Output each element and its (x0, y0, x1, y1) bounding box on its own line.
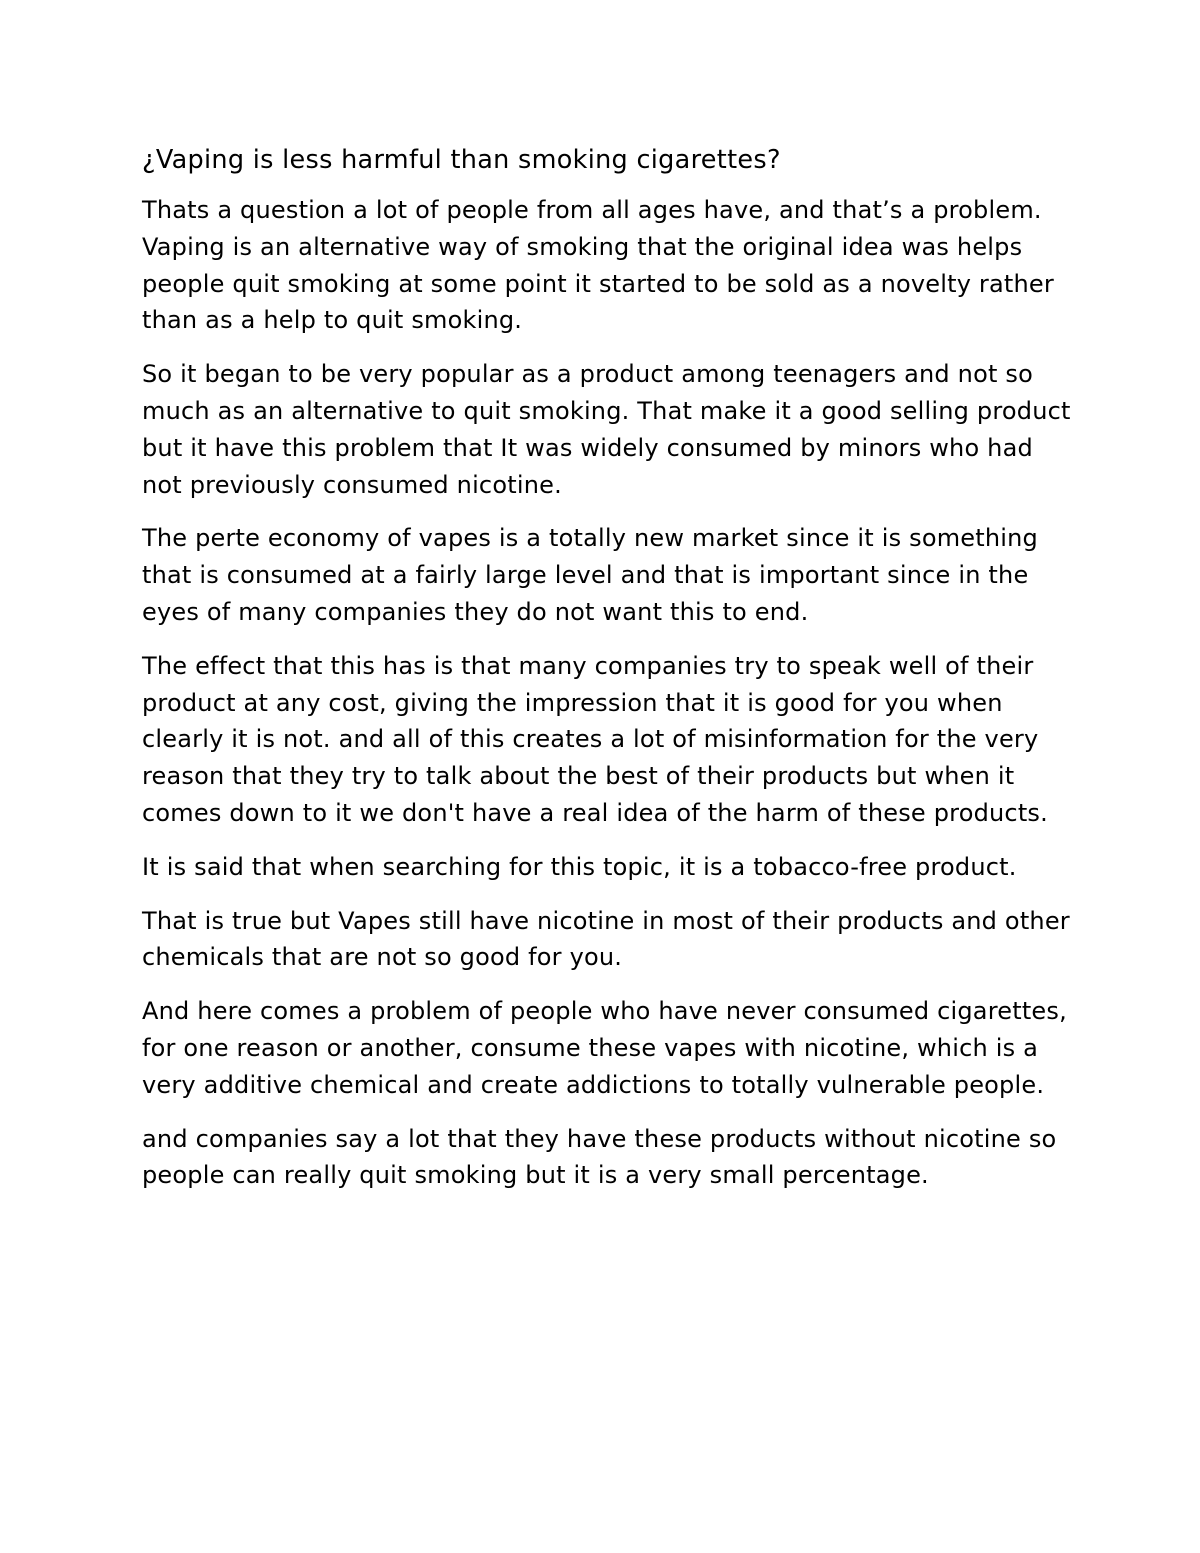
paragraph-4: The effect that this has is that many companies try to speak well of their product at any cost, giving the impression that it is good for you when clearly it is not. and all of this creates a lot of misinformation for the very reason that they try to talk about the best of their products but when it comes down to it we don't have a real idea of the harm of these products. (142, 651, 1048, 827)
paragraph-5: It is said that when searching for this topic, it is a tobacco-free product. (142, 852, 1017, 881)
paragraph-8: and companies say a lot that they have these products without nicotine so people can really quit smoking but it is a very small percentage. (142, 1124, 1057, 1190)
paragraph-7: And here comes a problem of people who have never consumed cigarettes, for one reason or another, consume these vapes with nicotine, which is a very additive chemical and create addictions to totally vulnerable people. (142, 997, 1067, 1099)
paragraph-1: Thats a question a lot of people from all ages have, and that’s a problem. Vaping is an alternative way of smoking that the original idea was helps people quit smoking at some point it started to be sold as a novelty rather than as a help to quit smoking. (142, 196, 1054, 335)
paragraph-6: That is true but Vapes still have nicotine in most of their products and other chemicals that are not so good for you. (142, 906, 1070, 972)
paragraph-2: So it began to be very popular as a product among teenagers and not so much as an alternative to quit smoking. That make it a good selling product but it have this problem that It was widely consumed by minors who had not previously consumed nicotine. (142, 360, 1071, 499)
document-title: ¿Vaping is less harmful than smoking cigarettes? (142, 145, 781, 175)
document-page (142, 140, 1072, 1211)
paragraph-3: The perte economy of vapes is a totally new market since it is something that is consumed at a fairly large level and that is important since in the eyes of many companies they do not want this to end. (142, 524, 1038, 626)
